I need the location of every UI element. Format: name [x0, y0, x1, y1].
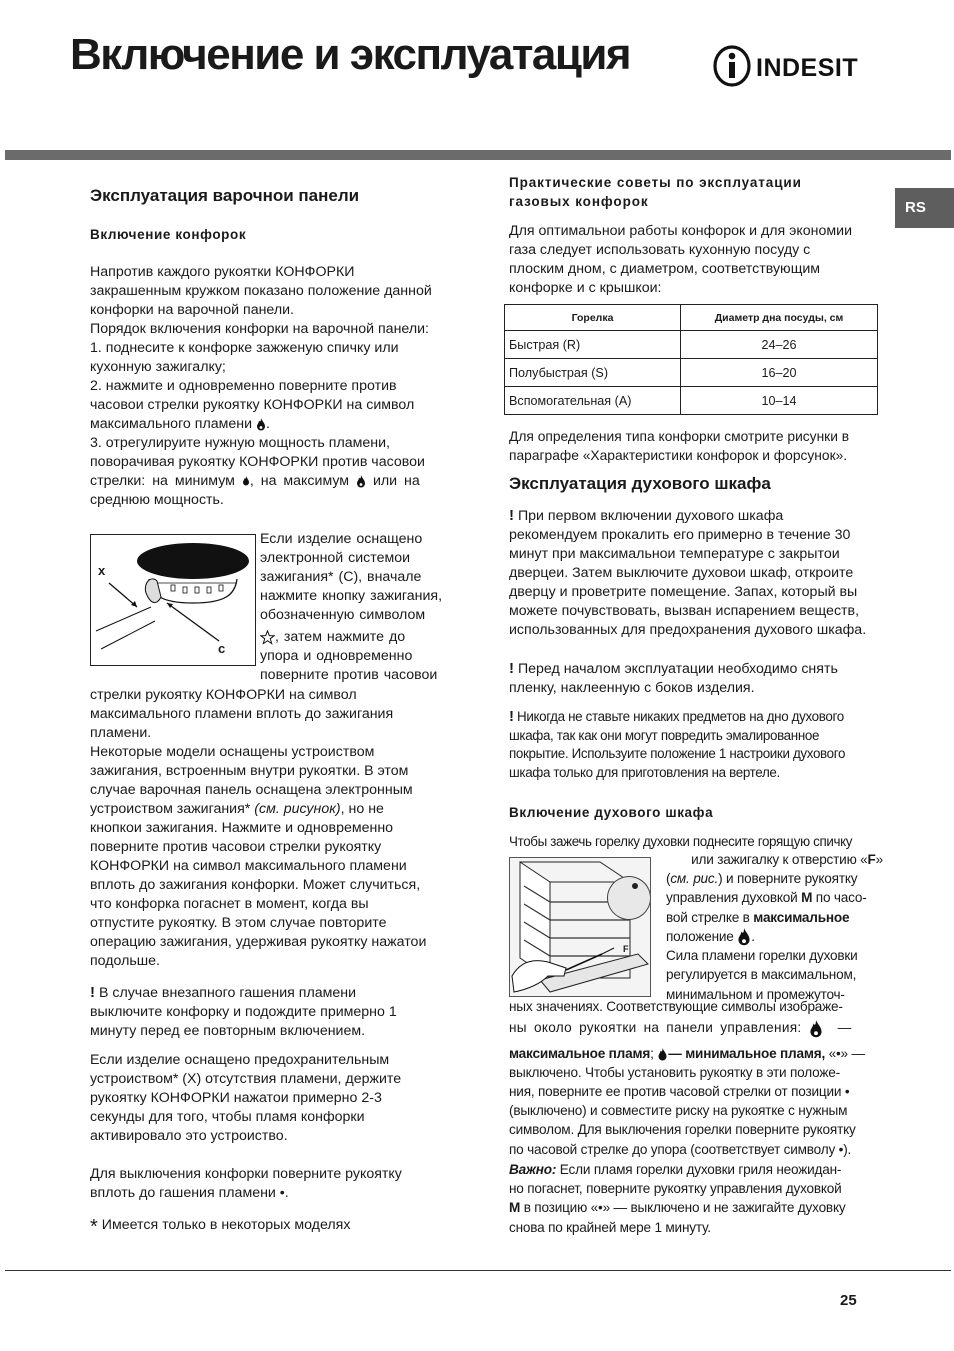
text-line: операцию зажигания, удерживая рукоятку нажатои [90, 934, 427, 950]
diameter-cell: 10–14 [681, 387, 878, 415]
text-line: активировало это устроиство. [90, 1128, 288, 1144]
text-line: M в позицию «•» — выключено и не зажигайте духовку [509, 1200, 846, 1216]
text-line: выключите конфорку и подождите примерно 1 [90, 1004, 397, 1020]
text-line: Некоторые модели оснащены устроиством [90, 744, 375, 760]
burner-diameter-table [504, 304, 878, 415]
label-f: F [623, 944, 629, 954]
text-line: символом. Для выключения горелки поверните рукоятку [509, 1122, 856, 1138]
burner-cell: Вспомогательная (A) [505, 387, 681, 415]
text-line: устроиством зажигания* (см. рисунок), но не [90, 801, 384, 817]
indesit-logo [712, 44, 872, 93]
oven-floor-warning [509, 708, 889, 782]
text-line: плоским дном, с диаметром, соответствующим [509, 261, 821, 277]
text-line: газа следует использовать кухонную посуду с [509, 242, 811, 258]
text-line: Если изделие оснащено предохранительным [90, 1052, 390, 1068]
text-line: вплоть до гашения пламени •. [90, 1185, 289, 1201]
text-line: обозначенную символом [260, 607, 426, 623]
text-line: ! В случае внезапного гашения пламени [90, 984, 357, 1001]
table-row [505, 359, 878, 387]
text-line: пламени. [90, 725, 152, 741]
text-line: использованных для предохранения духового шкафа. [509, 622, 867, 638]
oven-light-line: Чтобы зажечь горелку духовки поднесите горящую спичку [509, 834, 853, 849]
text-line: стрелки: на минимум , на максимум или на [90, 473, 420, 489]
min-flame-icon [657, 1048, 668, 1061]
electronic-ignition-text [260, 530, 465, 685]
text-line: максимального пламени вплоть до зажигания [90, 706, 394, 722]
text-line: выключено. Чтобы установить рукоятку в эти положе- [509, 1064, 840, 1080]
text-line: Порядок включения конфорки на варочной панели: [90, 321, 429, 337]
text-line: Практические советы по эксплуатации [509, 175, 802, 190]
language-tab: RS [895, 188, 954, 228]
cookware-tips [509, 222, 884, 298]
text-line: Для выключения конфорки поверните рукоятку [90, 1166, 402, 1182]
text-line: ! Перед началом эксплуатации необходимо снять [509, 660, 838, 677]
hob-heading: Эксплуатация варочнои панели [90, 186, 360, 205]
page-title: Включение и эксплуатация [70, 30, 631, 79]
column-header-diameter: Диаметр дна посуды, см [681, 305, 878, 331]
footer-divider [5, 1270, 951, 1271]
header-divider [5, 150, 951, 160]
ignition-instructions [90, 263, 465, 510]
diameter-cell: 16–20 [681, 359, 878, 387]
gas-tips-subheading [509, 173, 802, 211]
oven-ignition-figure [509, 857, 651, 997]
text-line: конфорке и с крышкои: [509, 280, 662, 296]
text-line: конфорки на варочной панели. [90, 302, 294, 318]
text-line: ! Никогда не ставьте никаких предметов на дно духового [509, 708, 844, 725]
label-c: c [218, 641, 226, 656]
burner-ignition-figure [90, 534, 256, 666]
text-line: секунды для того, чтобы пламя конфорки [90, 1109, 365, 1125]
text-line: закрашенным кружком показано положение данной [90, 283, 432, 299]
oven-ignition-side-text [666, 850, 883, 1004]
max-flame-icon [737, 928, 751, 946]
burner-cell: Полубыстрая (S) [505, 359, 681, 387]
text-line: Для оптимальнои работы конфорок и для экономии [509, 223, 852, 239]
first-use-warning [509, 506, 889, 640]
turn-off-text [90, 1165, 465, 1203]
text-line: по часовой стрелке до упора (соответствует символу •). [509, 1141, 852, 1157]
text-line: шкафа только для приготовления на вертеле. [509, 764, 780, 780]
burner-type-reference [509, 427, 889, 465]
spark-icon [260, 630, 275, 645]
text-line: случае варочная панель оснащена электронным [90, 782, 413, 798]
text-line: ! При первом включении духового шкафа [509, 507, 784, 524]
text-line: кнопкои зажигания. Нажмите и одновременно [90, 820, 394, 836]
text-line: снова по крайней мере 1 минуту. [509, 1219, 711, 1235]
text-line: шкафа, так как они могут повредить эмалированное [509, 727, 820, 743]
text-line: но погаснет, поверните рукоятку управления духовкой [509, 1181, 842, 1197]
text-line: поворачивая рукоятку КОНФОРКИ против часовои [90, 454, 425, 470]
text-line: Сила пламени горелки духовки [666, 948, 858, 964]
table-row [505, 387, 878, 415]
text-line: рукоятку КОНФОРКИ нажатои примерно 2-3 [90, 1090, 382, 1106]
table-row [505, 331, 878, 359]
text-line: нажмите кнопку зажигания, [260, 588, 443, 604]
text-line: Для определения типа конфорки смотрите рисунки в [509, 429, 850, 444]
text-line: минут при максимальнои температуре с закрытои [509, 546, 840, 562]
text-line: минуту перед ее повторным включением. [90, 1023, 366, 1039]
brand-wordmark: INDESIT [756, 54, 859, 82]
text-line: отпустите рукоятку. В этом случае повторите [90, 915, 387, 931]
text-line: рекомендуем прокалить его примерно в течение 30 [509, 527, 851, 543]
text-line: (выключено) и совместите риску на рукоятке с нужным [509, 1103, 848, 1119]
text-line: 3. отрегулируите нужную мощность пламени, [90, 435, 390, 451]
text-line: 1. поднесите к конфорке зажженую спичку или [90, 340, 399, 356]
film-removal-warning [509, 659, 889, 698]
oven-heading: Эксплуатация духового шкафа [509, 474, 771, 493]
max-flame-icon [356, 475, 366, 488]
text-line: зажигания, встроенным внутри рукоятки. В этом [90, 763, 409, 779]
diameter-cell: 24–26 [681, 331, 878, 359]
important-note [509, 1160, 884, 1237]
text-line: дверцу и проветрите помещение. Запах, который вы [509, 584, 858, 600]
oven-on-subheading: Включение духового шкафа [509, 805, 714, 820]
text-line: можете почувствовать, вызван испарением веществ, [509, 603, 860, 619]
text-line: газовых конфорок [509, 194, 649, 209]
text-line: Напротив каждого рукоятки КОНФОРКИ [90, 264, 355, 280]
text-line: ных значениях. Соответствующие символы изображе- [509, 999, 843, 1014]
text-line: покрытие. Используите положение 1 настроики духового [509, 746, 846, 761]
flame-out-warning [90, 983, 465, 1041]
max-flame-icon [809, 1020, 823, 1038]
text-line: поверните против часовои стрелки рукоятку [90, 839, 382, 855]
text-line: вплоть до зажигания конфорки. Может случиться, [90, 877, 421, 893]
table-header-row [505, 305, 878, 331]
text-line: электронной системои [260, 550, 411, 566]
text-line: упора и одновременно [260, 648, 413, 664]
burner-cell: Быстрая (R) [505, 331, 681, 359]
text-line: часовои стрелки рукоятку КОНФОРКИ на символ [90, 397, 415, 413]
max-flame-icon [256, 418, 266, 431]
text-line: положение . [666, 927, 883, 946]
text-line: подольше. [90, 953, 161, 969]
text-line: Если изделие оснащено [260, 531, 423, 547]
oven-symbols-text [509, 997, 884, 1159]
text-line: дверцеи. Затем выключите духовои шкаф, откроите [509, 565, 854, 581]
text-line: зажигания* (С), вначале [260, 569, 422, 585]
text-line: ния, поверните ее против часовой стрелки от позиции • [509, 1084, 850, 1100]
text-line: параграфе «Характеристики конфорок и форсунок». [509, 448, 848, 463]
text-line: максимального пламени . [90, 416, 270, 432]
label-x: x [98, 563, 106, 578]
text-line: устроиством* (X) отсутствия пламени, держите [90, 1071, 402, 1087]
text-line: регулируется в максимальном, [666, 967, 857, 983]
text-line: ны около рукоятки на панели управления: — [509, 1018, 884, 1037]
text-line: поверните против часовои [260, 667, 438, 683]
text-line: 2. нажмите и одновременно поверните против [90, 378, 397, 394]
text-line: стрелки рукоятку КОНФОРКИ на символ [90, 687, 357, 703]
text-line: КОНФОРКИ на символ максимального пламени [90, 858, 407, 874]
text-line: кухонную зажигалку; [90, 359, 226, 375]
text-line: управления духовкой M по часо- [666, 890, 867, 906]
page-number: 25 [840, 1292, 857, 1309]
text-line: или зажигалку к отверстию «F» [691, 852, 883, 867]
min-flame-icon [242, 476, 250, 486]
text-line: , затем нажмите до [260, 628, 465, 647]
text-line: пленку, наклеенную с боков изделия. [509, 680, 755, 696]
ignition-continued [90, 686, 465, 971]
text-line: максимальное пламя; — минимальное пламя, «•» — [509, 1045, 865, 1061]
burners-on-subheading: Включение конфорок [90, 227, 247, 242]
text-line: что конфорка погаснет в момент, когда вы [90, 896, 369, 912]
safety-device-text [90, 1051, 465, 1146]
text-line: (см. рис.) и поверните рукоятку [666, 871, 858, 887]
text-line: среднюю мощность. [90, 492, 224, 508]
text-line: вой стрелке в максимальное [666, 909, 850, 925]
text-line: минимальном и промежуточ- [666, 986, 845, 1002]
column-header-burner: Горелка [505, 305, 681, 331]
footnote: * Имеется только в некоторых моделях [90, 1216, 351, 1238]
text-line: Важно: Если пламя горелки духовки гриля неожидан- [509, 1162, 842, 1177]
